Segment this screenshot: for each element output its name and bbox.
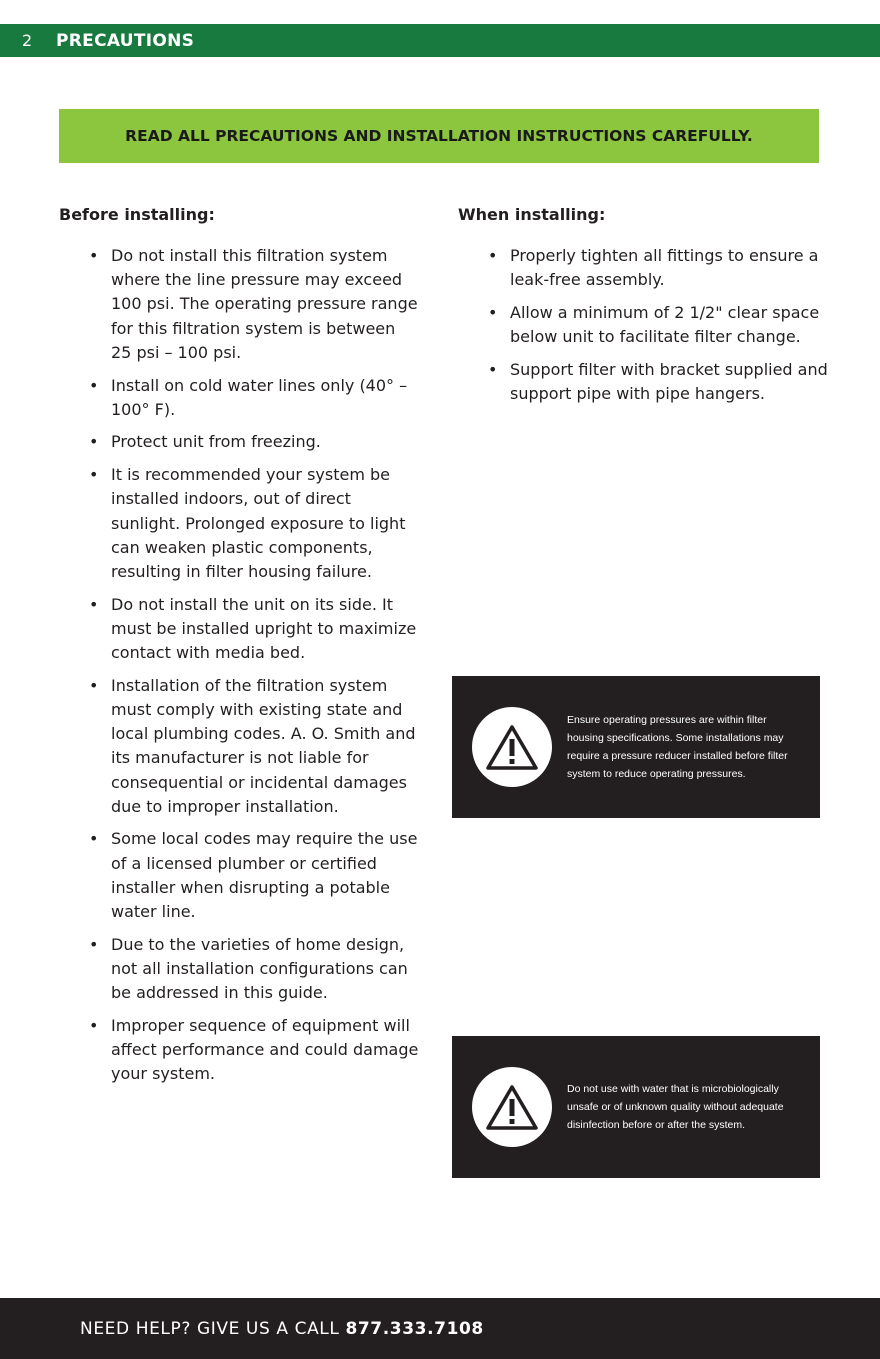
pressure-warning-box <box>452 676 820 818</box>
footer-help-text <box>80 1319 484 1339</box>
list-item: • Installation of the filtration system must comply with existing state and local plumbing codes. A. O. Smith and its manufacturer is not liable for consequential or incidental damages due to improper installation. <box>89 674 419 819</box>
footer-bar <box>0 1298 880 1359</box>
section-title: PRECAUTIONS <box>56 30 195 51</box>
phone-number[interactable]: 877.333.7108 <box>345 1318 484 1339</box>
warning-triangle-icon <box>472 1067 552 1147</box>
warning-triangle-icon <box>472 707 552 787</box>
list-item: • Improper sequence of equipment will affect performance and could damage your system. <box>89 1014 419 1087</box>
when-installing-list <box>458 244 838 406</box>
list-item: • Do not install this filtration system where the line pressure may exceed 100 psi. The operating pressure range for this filtration system is between 25 psi – 100 psi. <box>89 244 419 365</box>
page-number: 2 <box>22 31 33 50</box>
footer-prefix: NEED HELP? GIVE US A CALL <box>80 1318 346 1339</box>
when-installing-section <box>458 205 838 415</box>
warning-text: Ensure operating pressures are within filter housing specifications. Some installations may require a pressure reducer installed before filter system to reduce operating pressures. <box>567 714 788 780</box>
list-item: • Due to the varieties of home design, not all installation configurations can be addressed in this guide. <box>89 933 419 1006</box>
list-item: • Do not install the unit on its side. It must be installed upright to maximize contact with media bed. <box>89 593 419 666</box>
water-quality-warning-box <box>452 1036 820 1178</box>
list-item: • It is recommended your system be installed indoors, out of direct sunlight. Prolonged exposure to light can weaken plastic components, resulting in filter housing failure. <box>89 463 419 584</box>
list-item: • Protect unit from freezing. <box>89 430 419 454</box>
instructions-banner <box>59 109 819 163</box>
when-installing-heading: When installing: <box>458 205 606 224</box>
list-item: • Allow a minimum of 2 1/2" clear space below unit to facilitate filter change. <box>488 301 838 349</box>
list-item: • Properly tighten all fittings to ensure a leak-free assembly. <box>488 244 838 292</box>
before-installing-heading: Before installing: <box>59 205 215 224</box>
warning-text: Do not use with water that is microbiologically unsafe or of unknown quality without adequate disinfection before or after the system. <box>567 1083 784 1131</box>
banner-text: READ ALL PRECAUTIONS AND INSTALLATION INSTRUCTIONS CAREFULLY. <box>125 127 753 145</box>
list-item: • Install on cold water lines only (40° – 100° F). <box>89 374 419 422</box>
before-installing-list <box>59 244 419 1087</box>
list-item: • Some local codes may require the use of a licensed plumber or certified installer when disrupting a potable water line. <box>89 827 419 924</box>
list-item: • Support filter with bracket supplied and support pipe with pipe hangers. <box>488 358 838 406</box>
before-installing-section <box>59 205 419 1095</box>
header-bar <box>0 24 880 57</box>
